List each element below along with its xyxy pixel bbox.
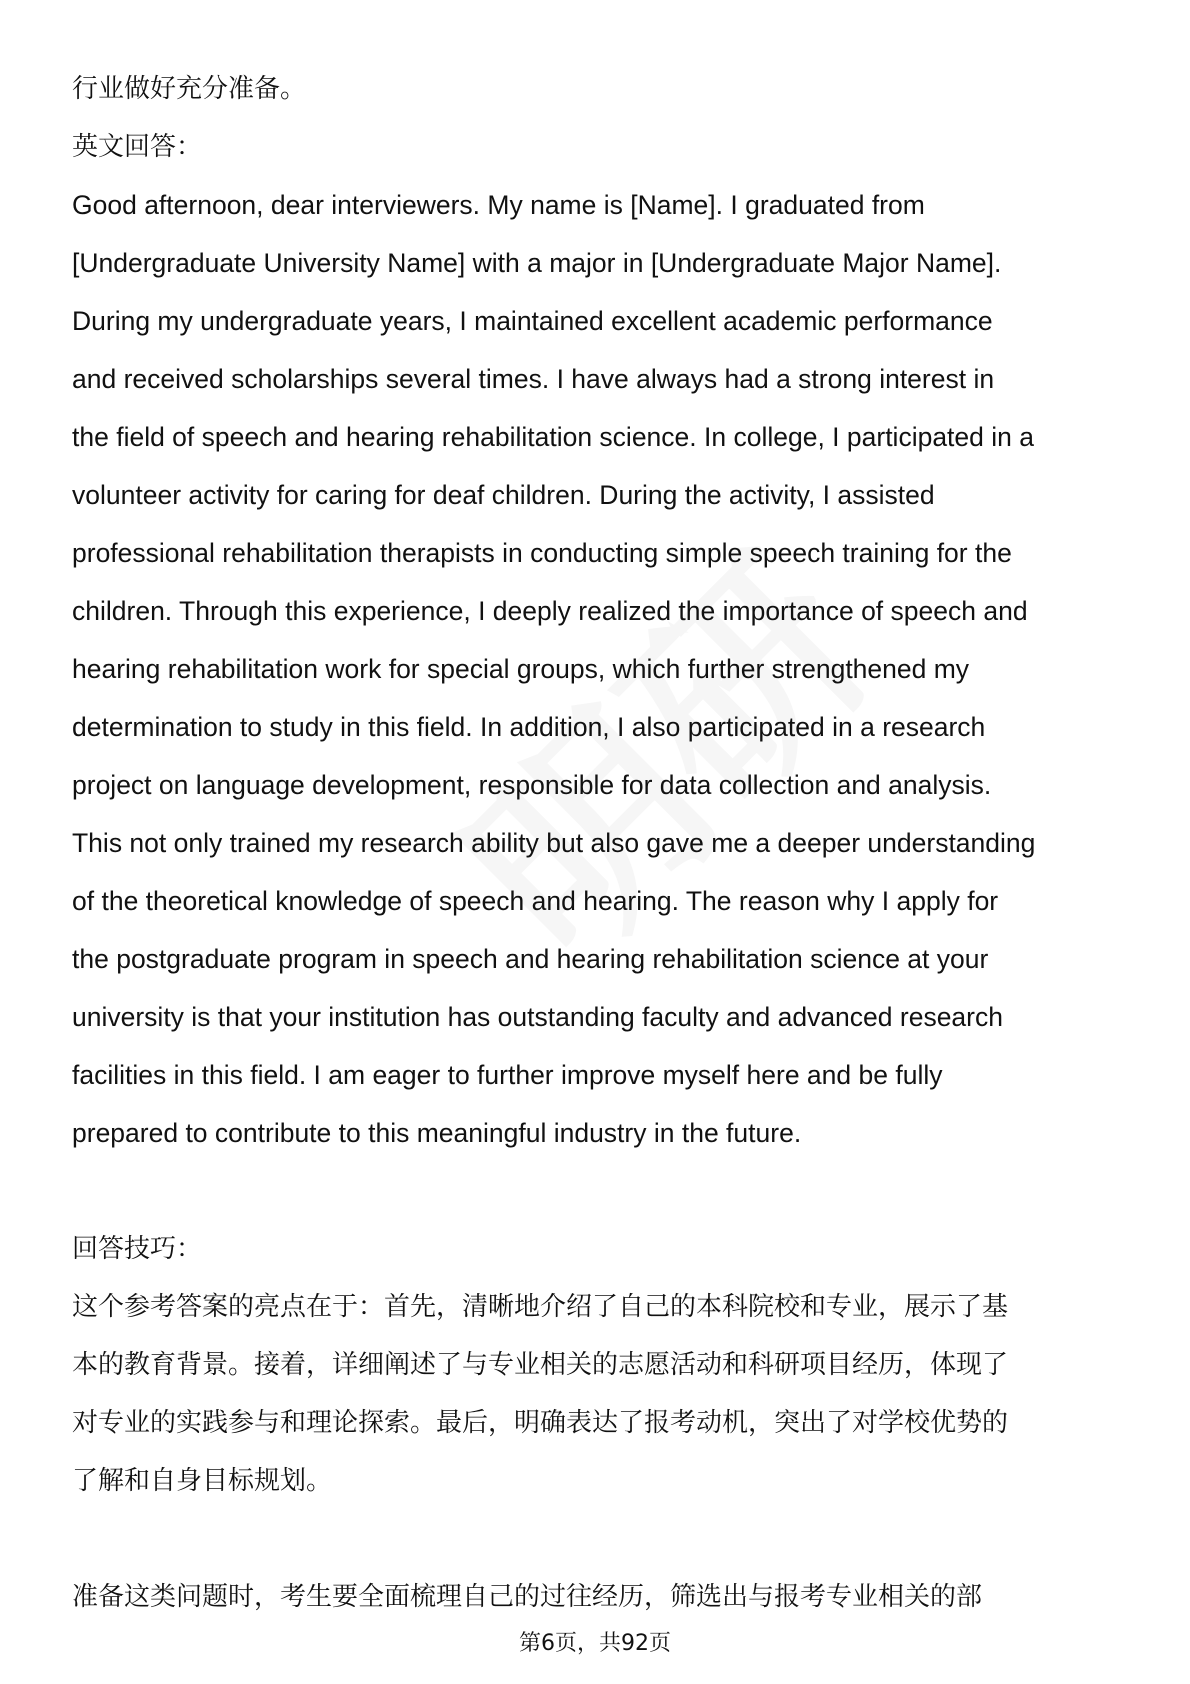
text-line: 准备这类问题时，考生要全面梳理自己的过往经历，筛选出与报考专业相关的部 <box>72 1582 983 1612</box>
text-line: Good afternoon, dear interviewers. My name is [Name]. I graduated from <box>72 190 925 220</box>
text-line: prepared to contribute to this meaningful industry in the future. <box>72 1118 802 1148</box>
text-line: hearing rehabilitation work for special groups, which further strengthened my <box>72 654 970 684</box>
text-line: project on language development, responsible for data collection and analysis. <box>72 770 992 800</box>
text-line: children. Through this experience, I deeply realized the importance of speech and <box>72 596 1028 626</box>
text-line: During my undergraduate years, I maintained excellent academic performance <box>72 306 993 336</box>
text-line: the field of speech and hearing rehabilitation science. In college, I participated in a <box>72 422 1034 452</box>
text-line: facilities in this field. I am eager to further improve myself here and be fully <box>72 1060 943 1090</box>
text-line: professional rehabilitation therapists in conducting simple speech training for the <box>72 538 1012 568</box>
text-line: 行业做好充分准备。 <box>72 74 307 104</box>
text-line: and received scholarships several times. I have always had a strong interest in <box>72 364 995 394</box>
page-number: 第6页，共92页 <box>519 1631 671 1656</box>
text-line: This not only trained my research ability but also gave me a deeper understanding <box>72 828 1036 858</box>
text-line: the postgraduate program in speech and hearing rehabilitation science at your <box>72 944 989 974</box>
text-line: 本的教育背景。接着，详细阐述了与专业相关的志愿活动和科研项目经历，体现了 <box>72 1350 1009 1380</box>
text-line: 这个参考答案的亮点在于：首先，清晰地介绍了自己的本科院校和专业，展示了基 <box>72 1292 1009 1322</box>
section-heading-tips: 回答技巧： <box>72 1234 203 1264</box>
paragraph-gap <box>72 1162 1132 1220</box>
text-line: determination to study in this field. In addition, I also participated in a research <box>72 712 986 742</box>
text-line: volunteer activity for caring for deaf children. During the activity, I assisted <box>72 480 935 510</box>
text-line: university is that your institution has outstanding faculty and advanced research <box>72 1002 1003 1032</box>
paragraph-gap <box>72 1510 1132 1568</box>
tips-paragraph <box>72 1278 1132 1510</box>
text-line: 对专业的实践参与和理论探索。最后，明确表达了报考动机，突出了对学校优势的 <box>72 1408 1009 1438</box>
text-line: [Undergraduate University Name] with a major in [Undergraduate Major Name]. <box>72 248 1002 278</box>
page-content <box>72 60 1132 1626</box>
english-answer-paragraph <box>72 176 1132 1162</box>
text-line: 了解和自身目标规划。 <box>72 1466 333 1496</box>
text-line: of the theoretical knowledge of speech and hearing. The reason why I apply for <box>72 886 999 916</box>
section-heading-english-answer: 英文回答： <box>72 132 203 162</box>
